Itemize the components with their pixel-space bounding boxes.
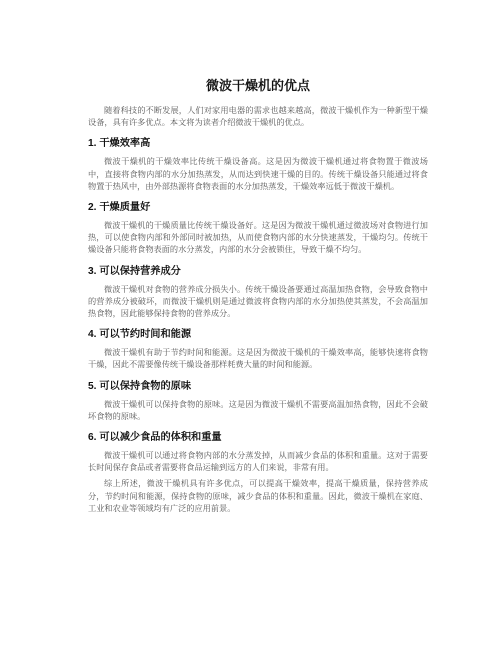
section-body-quality: 微波干燥机的干燥质量比传统干燥设备好。这是因为微波干燥机通过微波场对食物进行加热，可以使食物内部和外部同时被加热，从而使食物内部的水分快速蒸发，干燥均匀。传统干燥设备只能将食物表面的水分蒸发，内部的水分会被锁住，导致干燥不均匀。 [88, 220, 428, 255]
section-body-volume: 微波干燥机可以通过将食物内部的水分蒸发掉，从而减少食品的体积和重量。这对于需要长时间保存食品或者需要将食品运输到远方的人们来说，非常有用。 [88, 450, 428, 473]
section-body-efficiency: 微波干燥机的干燥效率比传统干燥设备高。这是因为微波干燥机通过将食物置于微波场中，直接将食物内部的水分加热蒸发，从而达到快速干燥的目的。传统干燥设备只能通过将食物置于热风中，由外部热源将食物表面的水分加热蒸发，干燥效率远低于微波干燥机。 [88, 156, 428, 191]
section-heading-flavor: 5. 可以保持食物的原味 [88, 380, 192, 392]
intro-paragraph: 随着科技的不断发展，人们对家用电器的需求也越来越高，微波干燥机作为一种新型干燥设备，具有许多优点。本文将为读者介绍微波干燥机的优点。 [88, 105, 428, 128]
conclusion-paragraph: 综上所述，微波干燥机具有许多优点，可以提高干燥效率，提高干燥质量，保持营养成分，节约时间和能源，保持食物的原味，减少食品的体积和重量。因此，微波干燥机在家庭、工业和农业等领域均有广泛的应用前景。 [88, 478, 428, 513]
section-heading-volume: 6. 可以减少食品的体积和重量 [88, 432, 222, 444]
page-title: 微波干燥机的优点 [205, 78, 310, 93]
section-body-saving: 微波干燥机有助于节约时间和能源。这是因为微波干燥机的干燥效率高，能够快速将食物干燥，因此不需要像传统干燥设备那样耗费大量的时间和能源。 [88, 347, 428, 370]
section-heading-nutrition: 3. 可以保持营养成分 [88, 265, 181, 277]
section-heading-saving: 4. 可以节约时间和能源 [88, 329, 192, 341]
document-body [88, 78, 428, 514]
section-body-flavor: 微波干燥机可以保持食物的原味。这是因为微波干燥机不需要高温加热食物，因此不会破坏食物的原味。 [88, 398, 428, 421]
section-heading-efficiency: 1. 干燥效率高 [88, 138, 151, 150]
section-heading-quality: 2. 干燥质量好 [88, 202, 151, 214]
section-body-nutrition: 微波干燥机对食物的营养成分损失小。传统干燥设备要通过高温加热食物，会导致食物中的营养成分被破坏，而微波干燥机则是通过微波将食物内部的水分加热使其蒸发，不会高温加热食物，因此能够保持食物的营养成分。 [88, 283, 428, 319]
